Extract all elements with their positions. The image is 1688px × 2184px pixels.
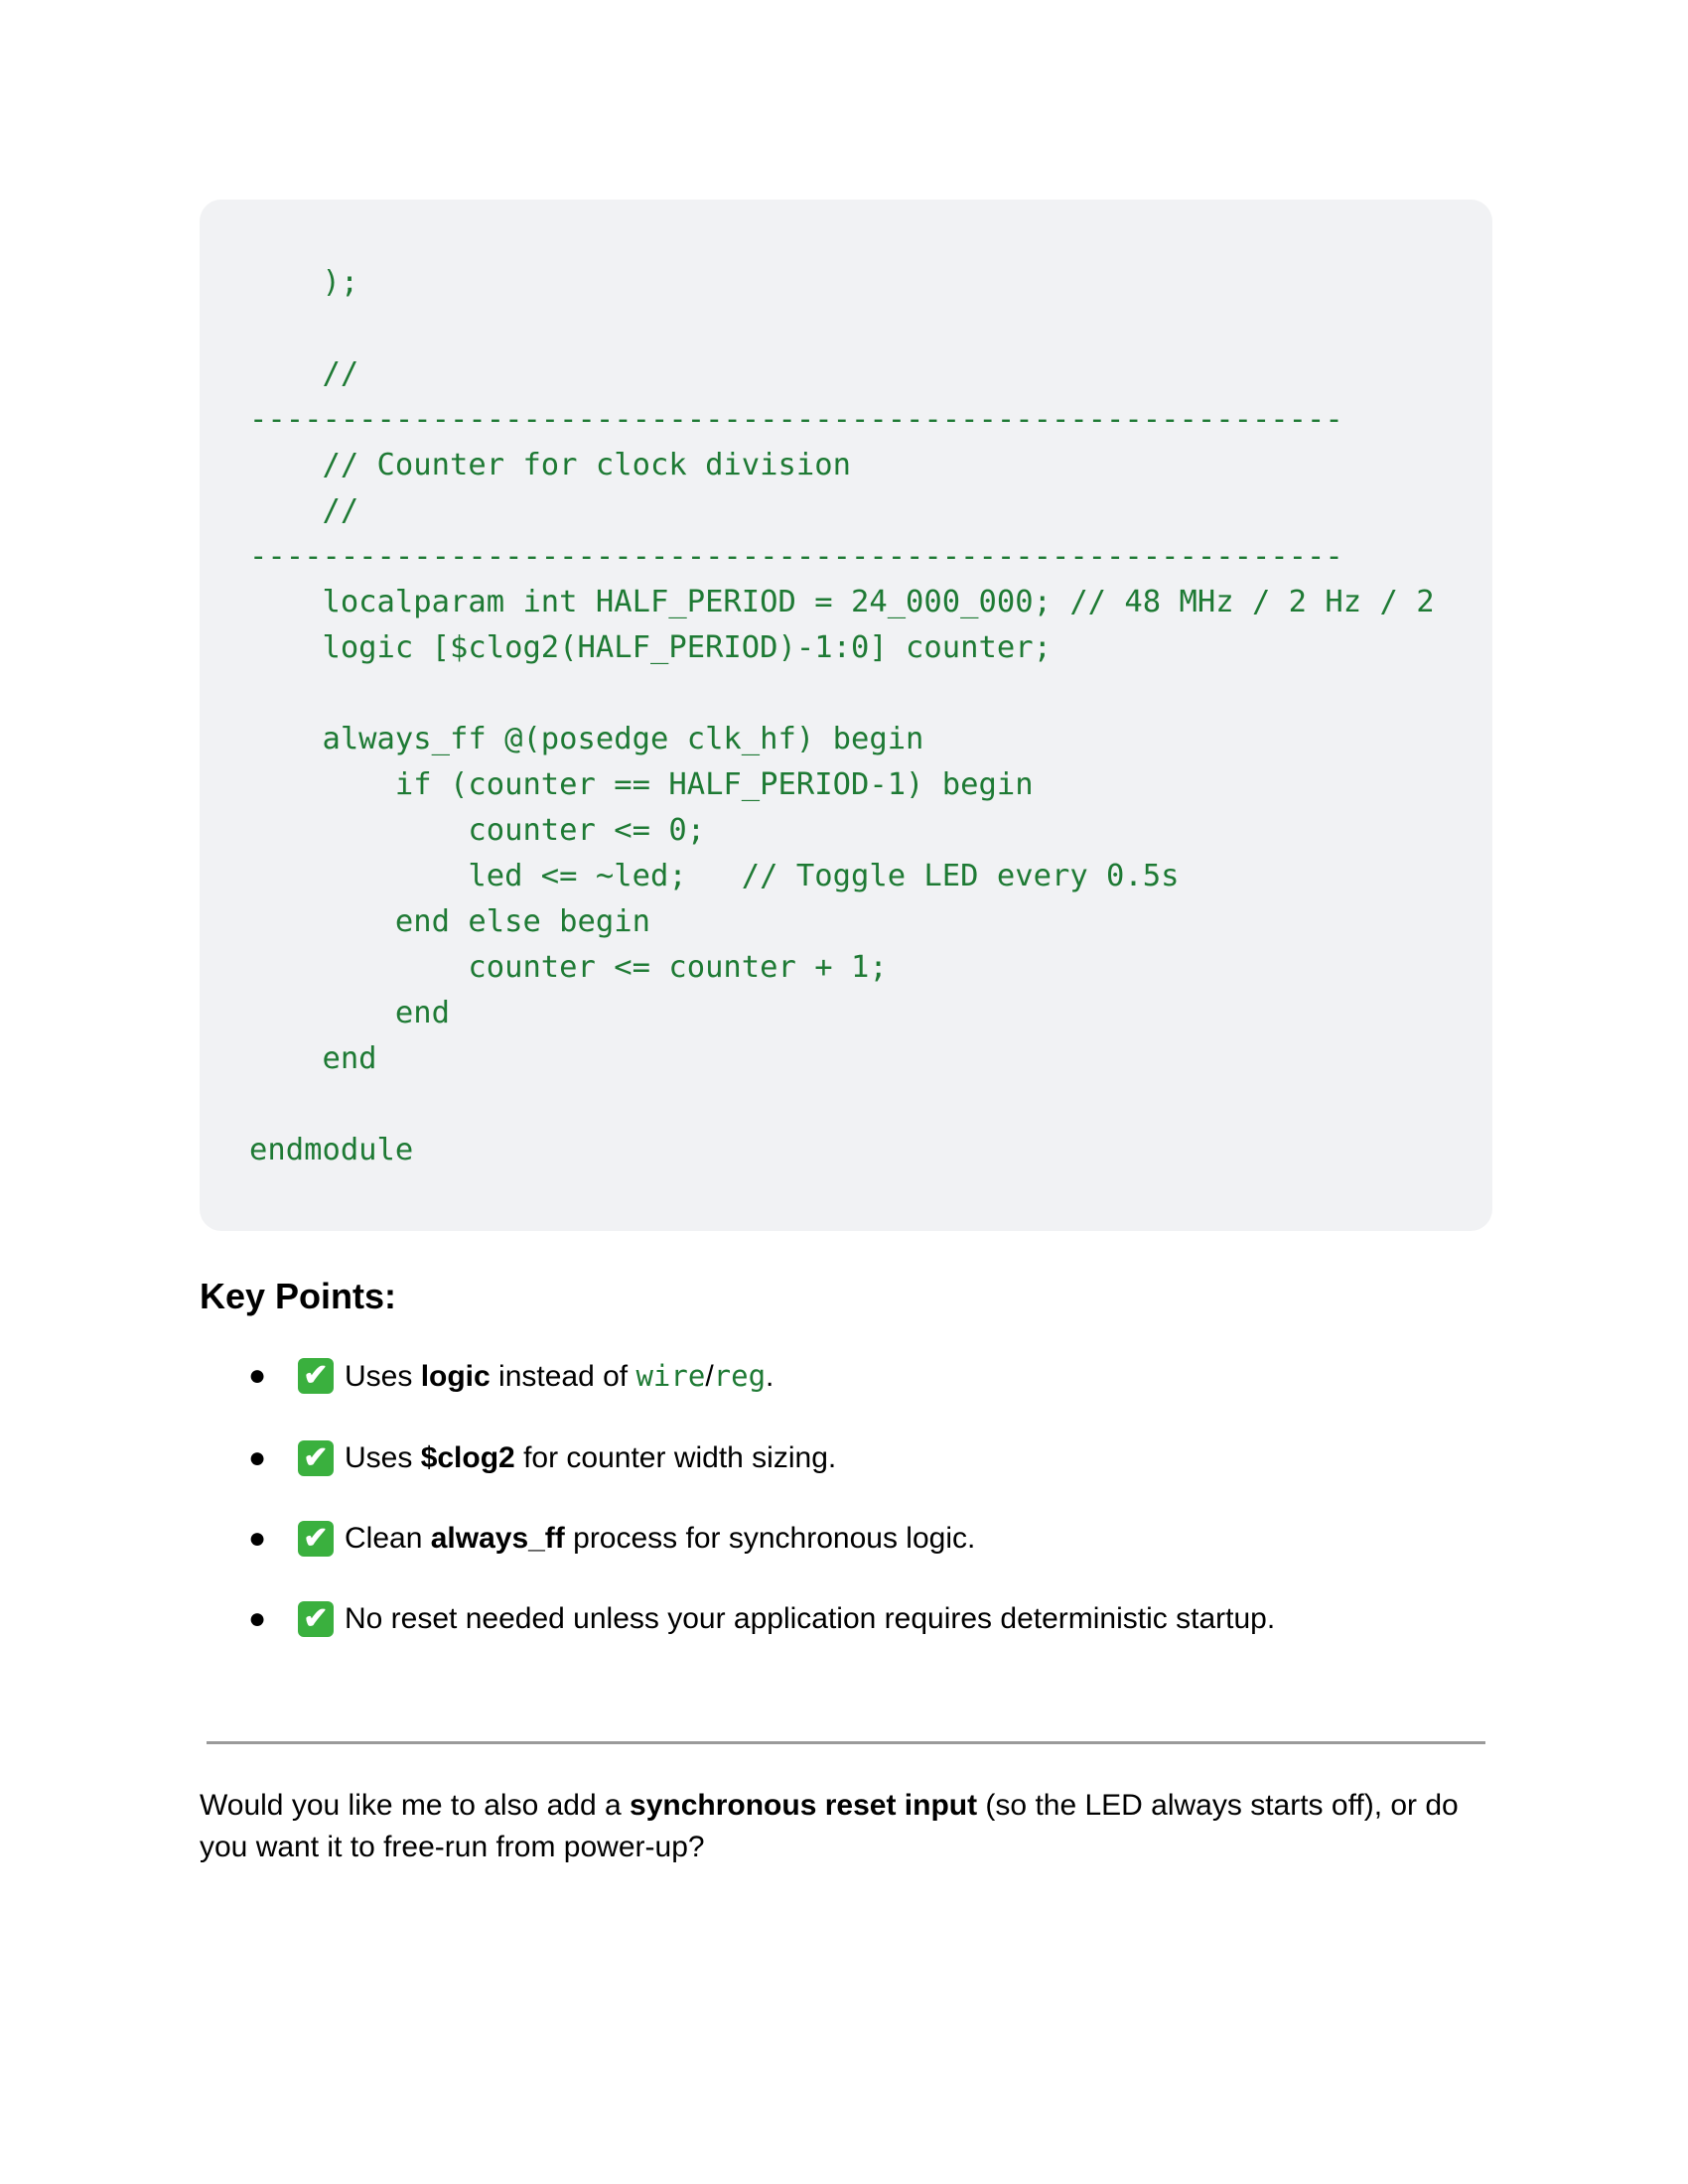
- bullet-icon: ●: [248, 1441, 267, 1474]
- code-line: //: [249, 356, 359, 391]
- bullet-icon: ●: [248, 1522, 267, 1555]
- code-line: );: [249, 265, 359, 300]
- code-line: ------------------------------------------------------------: [249, 539, 1343, 574]
- code-line: end: [249, 996, 450, 1030]
- inline-code: reg: [713, 1359, 767, 1393]
- code-line: end: [249, 1041, 377, 1076]
- check-mark-icon: ✔: [298, 1358, 334, 1394]
- horizontal-divider: [207, 1741, 1485, 1744]
- bullet-icon: ●: [248, 1359, 267, 1392]
- key-point-text: Uses logic instead of wire/reg.: [345, 1359, 774, 1393]
- key-point-text: Uses $clog2 for counter width sizing.: [345, 1441, 837, 1474]
- key-points-heading: Key Points:: [200, 1276, 397, 1316]
- code-line: counter <= counter + 1;: [249, 950, 888, 985]
- inline-code: wire: [635, 1359, 706, 1393]
- key-point-text: No reset needed unless your application requires deterministic startup.: [345, 1602, 1276, 1635]
- code-line: endmodule: [249, 1133, 414, 1167]
- code-line: if (counter == HALF_PERIOD-1) begin: [249, 767, 1034, 802]
- code-line: localparam int HALF_PERIOD = 24_000_000; // 48 MHz / 2 Hz / 2: [249, 585, 1435, 619]
- check-mark-icon: ✔: [298, 1440, 334, 1476]
- code-line: ------------------------------------------------------------: [249, 402, 1343, 437]
- code-line: //: [249, 493, 359, 528]
- check-mark-icon: ✔: [298, 1601, 334, 1637]
- key-point-text: Clean always_ff process for synchronous logic.: [345, 1522, 976, 1555]
- code-line: end else begin: [249, 904, 650, 939]
- code-line: logic [$clog2(HALF_PERIOD)-1:0] counter;: [249, 630, 1052, 665]
- code-line: // Counter for clock division: [249, 448, 851, 482]
- code-line: led <= ~led; // Toggle LED every 0.5s: [249, 859, 1180, 893]
- code-line: counter <= 0;: [249, 813, 706, 848]
- check-mark-icon: ✔: [298, 1521, 334, 1557]
- closing-question: Would you like me to also add a synchronous reset input (so the LED always starts off), or do you want it to free-run from power-up?: [200, 1789, 1459, 1863]
- code-line: always_ff @(posedge clk_hf) begin: [249, 722, 924, 756]
- bullet-icon: ●: [248, 1602, 267, 1635]
- code-block: [200, 200, 1492, 1231]
